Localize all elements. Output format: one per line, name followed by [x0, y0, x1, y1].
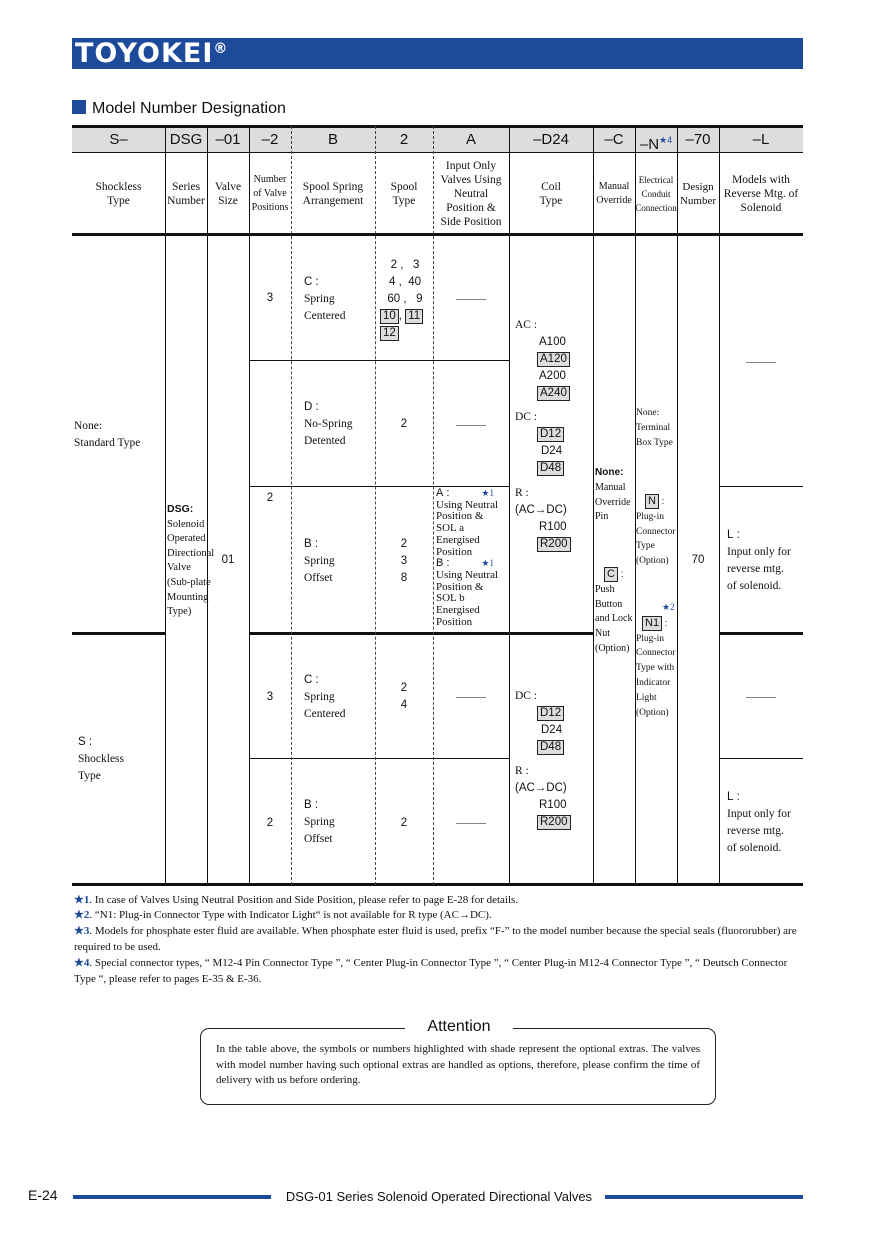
- star-icon: ★1: [481, 558, 494, 569]
- desc-spool-type: Spool Type: [390, 181, 418, 207]
- cell-c-centered: C : Spring Centered: [304, 276, 346, 322]
- cell-reverse-l: L : Input only for reverse mtg. of solenoid.: [727, 529, 791, 592]
- star-icon: ★1: [481, 488, 494, 498]
- code-electrical: $-N^{★4}$: [639, 135, 673, 153]
- col-rule-dashed: [433, 126, 434, 885]
- col-rule: [677, 126, 678, 885]
- cell-spool-2: 2: [400, 418, 408, 430]
- footnote: ★1. In case of Valves Using Neutral Position and Side Position, please refer to page E-28 for details.: [74, 894, 519, 906]
- footer-title: DSG-01 Series Solenoid Operated Directional Valves: [285, 1189, 593, 1204]
- optional-coil-a240: A240: [537, 386, 570, 401]
- col-rule-dashed: [291, 126, 292, 885]
- cell-d-detented: D : No-Spring Detented: [304, 401, 353, 447]
- desc-positions: Number of Valve Positions: [251, 174, 289, 213]
- cell-dsg: DSG: Solenoid Operated Directional Valve (Sub-plate Mounting Type): [167, 503, 215, 618]
- footer-bar: [73, 1195, 271, 1199]
- cell-spool-2b: 2: [400, 817, 408, 829]
- row-rule: [719, 758, 803, 759]
- footnote: ★4. Special connector types, “ M12-4 Pin Connector Type ”, “ Center Plug-in Connector Type ”, “ Center Plug-in M12-4 Connector Type ”, “ Deutsch Connector Type “, please refer to pages E-35 & E-36.: [74, 957, 788, 985]
- optional-coil-r200: R200: [537, 815, 571, 830]
- star-icon: ★2: [662, 602, 675, 612]
- cell-coil-lower-r: R : (AC→DC) R100 R200: [515, 763, 571, 831]
- code-coil: –D24: [533, 131, 569, 148]
- group-rule: [72, 632, 165, 635]
- cell-pos-2b: 2: [266, 817, 274, 829]
- cell-none-standard: None: Standard Type: [74, 420, 141, 449]
- cell-spool-optional: 10 , 11 12: [380, 308, 423, 342]
- desc-coil: Coil Type: [539, 181, 563, 207]
- desc-spool-spring: Spool Spring Arrangement: [302, 181, 364, 207]
- footnote: ★2. “N1: Plug-in Connector Type with Indicator Light“ is not available for R type (AC→DC).: [74, 909, 492, 921]
- cell-b-offset: B : Spring Offset: [304, 538, 335, 584]
- footer-bar: [605, 1195, 803, 1199]
- row-rule: [249, 360, 509, 361]
- cell-manual-none: None: Manual Override Pin: [595, 467, 631, 523]
- cell-spool-24: 2 4: [400, 682, 408, 711]
- cell-input-dash: ———: [456, 818, 486, 829]
- code-series: DSG: [169, 131, 203, 148]
- section-title: Model Number Designation: [72, 100, 286, 118]
- cell-spool-list: 2 , 3 4 , 40 60 , 9: [387, 259, 423, 305]
- footnote: ★3. Models for phosphate ester fluid are available. When phosphate ester fluid is used, prefix “F-” to the model number because the special seals (fluororubber) are required to be used.: [74, 925, 797, 953]
- cell-size: 01: [221, 554, 235, 566]
- attention-title: Attention: [405, 1017, 513, 1037]
- code-reverse: –L: [752, 131, 770, 148]
- cell-coil-upper: AC : A100 A120 A200 A240: [515, 317, 570, 402]
- col-rule: [165, 126, 166, 885]
- cell-elec-n: N : Plug-in Connector Type (Option): [636, 495, 676, 567]
- code-manual: –C: [604, 131, 624, 148]
- desc-series: Series Number: [167, 181, 205, 207]
- cell-coil-upper-r: R : (AC→DC) R100 R200: [515, 485, 571, 553]
- cell-pos-3: 3: [266, 292, 274, 304]
- cell-spool-238: 2 3 8: [400, 538, 408, 584]
- table-bottom-rule: [72, 883, 803, 886]
- row-rule: [719, 486, 803, 487]
- optional-coil-d12: D12: [537, 706, 564, 721]
- optional-spool-11: 11: [405, 309, 423, 324]
- cell-b-offset-b: B : Spring Offset: [304, 799, 335, 845]
- attention-text: In the table above, the symbols or numbers highlighted with shade represent the optional extras. The valves with model number having such optional extras are handled as options, therefore, please confirm the time of delivery with us before ordering.: [216, 1043, 700, 1086]
- row-rule: [249, 758, 509, 759]
- optional-coil-a120: A120: [537, 352, 570, 367]
- desc-electrical: Electrical Conduit Connection: [635, 175, 677, 213]
- cell-input-dash: ———: [456, 294, 486, 305]
- row-rule: [249, 486, 509, 487]
- code-spring: B: [327, 131, 338, 148]
- col-rule-dashed: [375, 126, 376, 885]
- code-size: –01: [215, 131, 241, 148]
- col-rule: [719, 126, 720, 885]
- brand-logo: TOYOKEI®: [75, 38, 229, 69]
- optional-coil-d48: D48: [537, 740, 564, 755]
- desc-manual: Manual Override: [596, 181, 632, 206]
- col-rule: [509, 126, 510, 885]
- page-number: E-24: [28, 1187, 58, 1203]
- optional-spool-10: 10: [380, 309, 399, 324]
- cell-input-dash: ———: [456, 692, 486, 703]
- group-rule: [249, 632, 594, 635]
- desc-valve-size: Valve Size: [214, 181, 242, 207]
- cell-coil-upper-dc: DC : D12 D24 D48: [515, 411, 563, 474]
- code-input: A: [465, 131, 476, 148]
- optional-coil-d48: D48: [537, 461, 564, 476]
- cell-pos-3b: 3: [266, 691, 274, 703]
- square-bullet-icon: [72, 100, 86, 114]
- cell-reverse-dash: ———: [746, 692, 776, 703]
- col-rule: [593, 126, 594, 885]
- cell-design: 70: [691, 554, 705, 566]
- code-positions: –2: [261, 131, 279, 148]
- code-shockless: S–: [109, 131, 128, 148]
- cell-manual-c: C : Push Button and Lock Nut (Option): [595, 568, 633, 654]
- cell-input-dash: ———: [456, 420, 486, 431]
- desc-design: Design Number: [679, 181, 717, 207]
- desc-input-only: Input Only Valves Using Neutral Position & Side Position: [440, 160, 502, 228]
- cell-c-centered-b: C : Spring Centered: [304, 674, 346, 720]
- cell-elec-none: None: Terminal Box Type: [636, 408, 673, 448]
- cell-s-shockless: S : Shockless Type: [78, 736, 124, 782]
- group-rule: [719, 632, 803, 635]
- cell-reverse-dash: ———: [746, 357, 776, 368]
- cell-input-ab: A : ★1 Using Neutral Position & SOL a Energised Position B : ★1 Using Neutral Position & SOL b Energised Position: [436, 487, 499, 628]
- optional-connector-n1: N1: [642, 616, 662, 631]
- cell-elec-n1: ★2 N1 : Plug-in Connector Type with Indicator Light (Option): [636, 602, 676, 718]
- cell-coil-lower: DC : D12 D24 D48: [515, 690, 563, 753]
- optional-coil-r200: R200: [537, 537, 571, 552]
- code-design: –70: [685, 131, 711, 148]
- cell-pos-2: 2: [266, 492, 274, 504]
- desc-reverse: Models with Reverse Mtg. of Solenoid: [723, 174, 799, 214]
- desc-shockless: Shockless Type: [95, 181, 142, 207]
- optional-connector-n: N: [645, 494, 659, 509]
- optional-coil-d12: D12: [537, 427, 564, 442]
- code-spool: 2: [399, 131, 409, 148]
- cell-reverse-l: L : Input only for reverse mtg. of solenoid.: [727, 791, 791, 854]
- optional-spool-12: 12: [380, 326, 399, 341]
- optional-manual-c: C: [604, 567, 618, 582]
